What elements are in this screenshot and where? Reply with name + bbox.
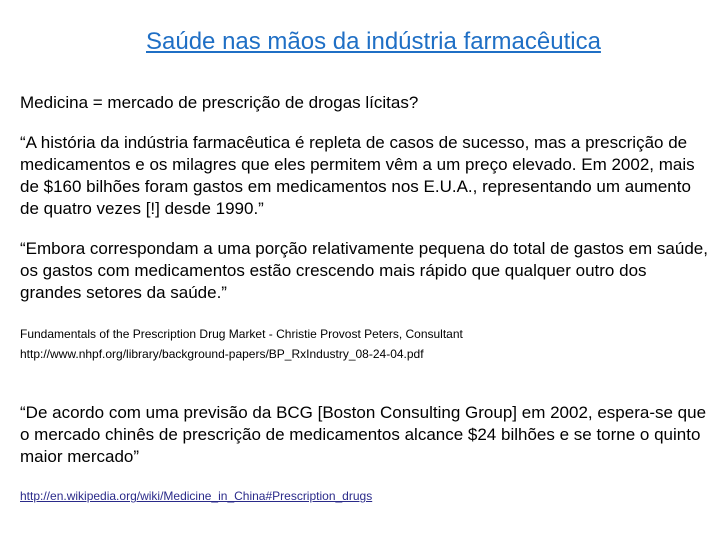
question-text: Medicina = mercado de prescrição de drogas lícitas? [20,93,419,112]
source-link-wikipedia[interactable]: http://en.wikipedia.org/wiki/Medicine_in_China#Prescription_drugs [20,489,373,503]
quote-spending-growth: “Embora correspondam a uma porção relativamente pequena do total de gastos em saúde, os gastos com medicamentos estão crescendo mais rápido que qualquer outro dos grandes setores da saúde.” [20,239,708,302]
quote-us-market: “A história da indústria farmacêutica é repleta de casos de sucesso, mas a prescrição de medicamentos e os milagres que eles permitem vêm a um preço elevado. Em 2002, mais de $160 bilhões foram gastos em medicamentos nos E.U.A., representando um aumento de quatro vezes [!] desde 1990.” [20,133,695,218]
slide-title: Saúde nas mãos da indústria farmacêutica [146,28,601,55]
quote-china-market: “De acordo com uma previsão da BCG [Boston Consulting Group] em 2002, espera-se que o mercado chinês de prescrição de medicamentos alcance $24 bilhões e se torne o quinto maior mercado” [20,403,707,466]
source-citation-title: Fundamentals of the Prescription Drug Market - Christie Provost Peters, Consultant [20,327,463,341]
source-citation-url: http://www.nhpf.org/library/background-papers/BP_RxIndustry_08-24-04.pdf [20,347,424,361]
